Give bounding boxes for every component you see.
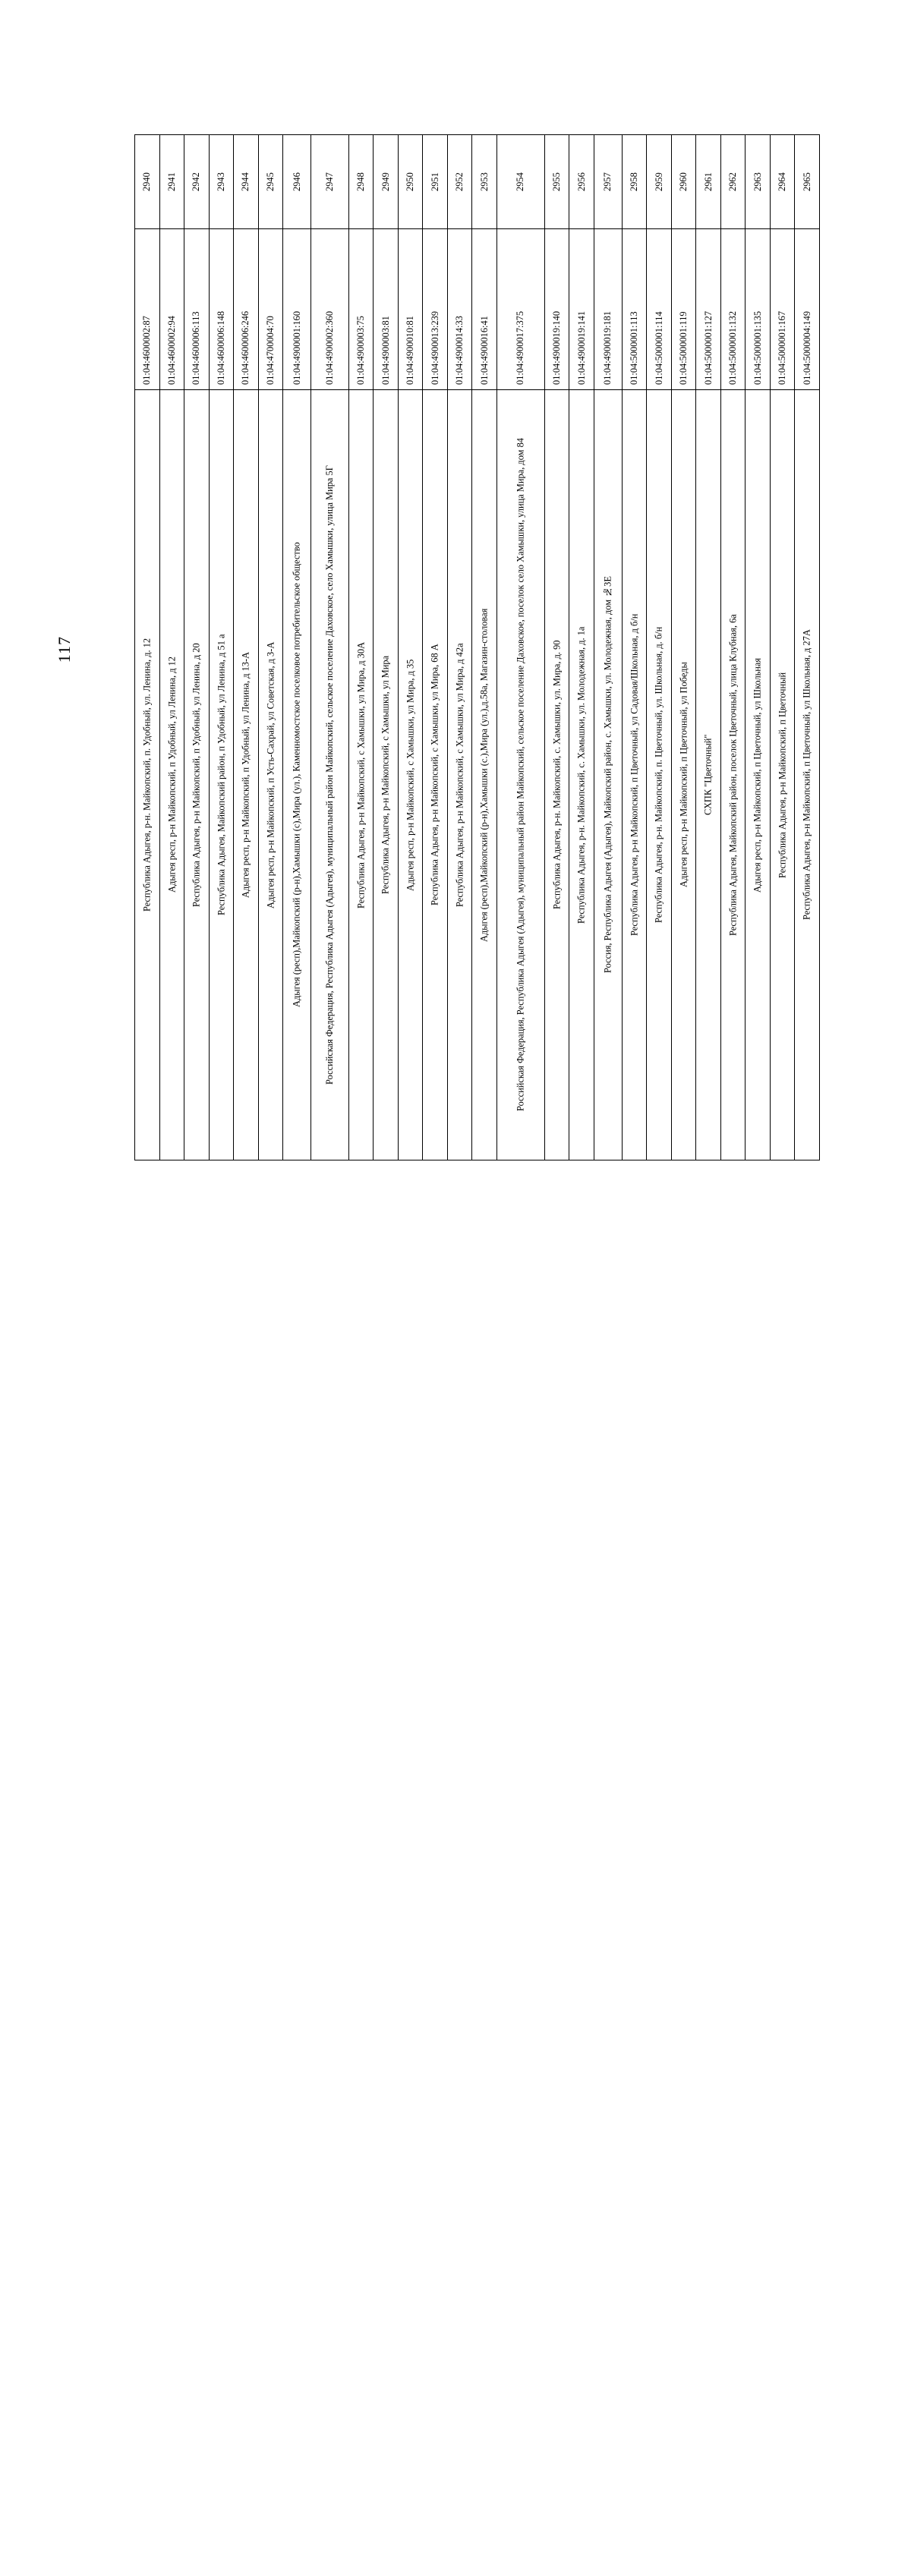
cadastral-number-cell <box>544 229 569 390</box>
cadastral-number-cell <box>159 229 184 390</box>
row-cadastral <box>135 229 820 390</box>
address: Республика Адыгея, р-н Майкопский, п Цветочный, ул Садовая/Школьная, д б/н <box>628 613 639 937</box>
row-number-cell <box>647 135 672 229</box>
cadastral-number: 01:04:5000001:167 <box>777 310 788 385</box>
cadastral-number: 01:04:4900017:375 <box>515 310 526 385</box>
address-cell <box>159 390 184 1160</box>
row-number: 2959 <box>653 172 664 191</box>
address-cell <box>795 390 820 1160</box>
cadastral-number-cell <box>234 229 259 390</box>
address-cell <box>310 390 348 1160</box>
row-number: 2947 <box>323 172 335 191</box>
row-number-cell <box>544 135 569 229</box>
address: Республика Адыгея, р-н. Майкопский, п. Удобный, ул. Ленина, д. 12 <box>141 638 153 912</box>
address: Адыгея респ, р-н Майкопский, п Усть-Сахрай, ул Советская, д 3-А <box>264 641 276 909</box>
cadastral-number-cell <box>398 229 423 390</box>
row-number-cell <box>696 135 721 229</box>
row-number-cell <box>135 135 160 229</box>
row-number-cell <box>671 135 696 229</box>
cadastral-number-cell <box>746 229 771 390</box>
cadastral-number: 01:04:4900019:181 <box>602 310 613 385</box>
address: Республика Адыгея, р-н. Майкопский, с. Хамышки, ул. Мира, д. 90 <box>551 640 563 910</box>
address-cell <box>647 390 672 1160</box>
row-number-cell <box>569 135 594 229</box>
row-number: 2961 <box>702 172 714 191</box>
address-cell <box>594 390 622 1160</box>
address-cell <box>496 390 544 1160</box>
address: Адыгея респ, р-н Майкопский, п Цветочный, ул Победы <box>678 662 689 888</box>
address: Республика Адыгея, р-н Майкопский, п Цветочный <box>777 672 788 878</box>
row-number: 2941 <box>165 172 177 191</box>
cadastral-number-cell <box>647 229 672 390</box>
cadastral-number: 01:04:4900014:33 <box>454 316 465 385</box>
cadastral-number: 01:04:5000001:113 <box>628 311 639 385</box>
cadastral-number: 01:04:5000001:114 <box>653 311 664 385</box>
row-number: 2946 <box>291 172 302 191</box>
row-number: 2955 <box>551 172 563 191</box>
row-number: 2942 <box>191 172 202 191</box>
address: Адыгея респ, р-н Майкопский, п Удобный, ул Ленина, д 12 <box>165 657 177 893</box>
row-number: 2949 <box>380 172 391 191</box>
cadastral-number-cell <box>310 229 348 390</box>
address: Республика Адыгея, р-н Майкопский, п Цветочный, ул Школьная, д 27А <box>801 629 812 921</box>
page-number: 117 <box>55 636 74 663</box>
cadastral-number: 01:04:4600002:94 <box>165 316 177 385</box>
row-number-cell <box>348 135 374 229</box>
row-number: 2954 <box>515 172 526 191</box>
address-cell <box>348 390 374 1160</box>
address-cell <box>720 390 746 1160</box>
row-number-cell <box>234 135 259 229</box>
cadastral-number: 01:04:4600006:113 <box>191 311 202 385</box>
address: СХПК "Цветочный" <box>702 734 714 816</box>
row-number-cell <box>423 135 448 229</box>
address: Адыгея (респ),Майкопский (р-н),Хамышки (с.),Мира (ул.),д.58а, Магазин-столовая <box>478 608 490 942</box>
row-number: 2958 <box>628 172 639 191</box>
address: Российская Федерация, Республика Адыгея (Адыгея), муниципальный район Майкопский, сельское поселение Даховское, поселок село Хамышки, улица Мира, дом 84 <box>515 438 526 1112</box>
row-number: 2943 <box>215 172 226 191</box>
address-cell <box>622 390 647 1160</box>
address: Республика Адыгея, Майкопский район, поселок Цветочный, улица Клубная, 6а <box>727 614 739 936</box>
address: Адыгея респ, р-н Майкопский, с Хамышки, ул Мира, д 35 <box>405 659 416 891</box>
address-cell <box>258 390 283 1160</box>
row-number: 2953 <box>478 172 490 191</box>
address: Республика Адыгея, р-н Майкопский, п Удобный, ул Ленина, д 20 <box>191 643 202 907</box>
row-number-cell <box>746 135 771 229</box>
address-cell <box>209 390 234 1160</box>
row-number: 2962 <box>727 172 739 191</box>
cadastral-number-cell <box>258 229 283 390</box>
row-number: 2956 <box>575 172 587 191</box>
cadastral-number: 01:04:5000004:149 <box>801 310 812 385</box>
address-cell <box>398 390 423 1160</box>
address-cell <box>283 390 311 1160</box>
row-number-cell <box>398 135 423 229</box>
address-cell <box>472 390 497 1160</box>
row-number: 2945 <box>264 172 276 191</box>
cadastral-number-cell <box>770 229 795 390</box>
row-number-cell <box>472 135 497 229</box>
address-cell <box>696 390 721 1160</box>
cadastral-number: 01:04:4700004:70 <box>264 316 276 385</box>
cadastral-number-cell <box>622 229 647 390</box>
row-number: 2951 <box>429 172 440 191</box>
address: Адыгея респ, р-н Майкопский, п Цветочный, ул Школьная <box>752 657 763 893</box>
cadastral-number-cell <box>569 229 594 390</box>
address: Адыгея (респ),Майкопский (р-н),Хамышки (с),Мира (ул.), Каменномостское поселковое потребительское общество <box>291 542 302 1008</box>
address: Российская Федерация, Республика Адыгея (Адыгея), муниципальный район Майкопский, сельское поселение Даховское, село Хамышки, улица Мира 5Г <box>323 465 335 1085</box>
cadastral-number: 01:04:5000001:132 <box>727 310 739 385</box>
cadastral-number-cell <box>374 229 399 390</box>
cadastral-number: 01:04:4900019:141 <box>575 310 587 385</box>
row-numbers <box>135 135 820 229</box>
row-number-cell <box>496 135 544 229</box>
row-number: 2960 <box>678 172 689 191</box>
cadastral-number-cell <box>348 229 374 390</box>
cadastral-number-cell <box>135 229 160 390</box>
row-number: 2964 <box>777 172 788 191</box>
row-number: 2940 <box>141 172 153 191</box>
cadastral-number: 01:04:4900002:360 <box>323 310 335 385</box>
address: Республика Адыгея, р-н Майкопский, с Хамышки, ул Мира, д 30А <box>355 641 367 909</box>
row-address <box>135 390 820 1160</box>
cadastral-number: 01:04:4900016:41 <box>478 316 490 385</box>
cadastral-number: 01:04:5000001:119 <box>678 311 689 385</box>
address-cell <box>770 390 795 1160</box>
cadastral-number-cell <box>209 229 234 390</box>
address-cell <box>374 390 399 1160</box>
address: Республика Адыгея, р-н Майкопский, с Хамышки, ул Мира <box>380 655 391 895</box>
cadastral-number-cell <box>671 229 696 390</box>
address-cell <box>746 390 771 1160</box>
address-cell <box>671 390 696 1160</box>
cadastral-number: 01:04:4900003:81 <box>380 316 391 385</box>
cadastral-number: 01:04:4900010:81 <box>405 316 416 385</box>
row-number-cell <box>594 135 622 229</box>
cadastral-number-cell <box>594 229 622 390</box>
address-cell <box>569 390 594 1160</box>
cadastral-number-cell <box>720 229 746 390</box>
address: Республика Адыгея, р-н. Майкопский, п. Цветочный, ул. Школьная, д. б/н <box>653 626 664 924</box>
row-number: 2952 <box>454 172 465 191</box>
cadastral-number-cell <box>795 229 820 390</box>
cadastral-number: 01:04:4900001:160 <box>291 310 302 385</box>
row-number-cell <box>447 135 472 229</box>
row-number: 2965 <box>801 172 812 191</box>
cadastral-number-cell <box>472 229 497 390</box>
address-cell <box>447 390 472 1160</box>
cadastral-number: 01:04:4600002:87 <box>141 316 153 385</box>
row-number-cell <box>310 135 348 229</box>
cadastral-number-cell <box>447 229 472 390</box>
row-number-cell <box>209 135 234 229</box>
cadastral-number-cell <box>184 229 210 390</box>
cadastral-number: 01:04:4900003:75 <box>355 316 367 385</box>
row-number-cell <box>159 135 184 229</box>
row-number-cell <box>374 135 399 229</box>
cadastral-number: 01:04:5000001:135 <box>752 310 763 385</box>
row-number-cell <box>184 135 210 229</box>
cadastral-number: 01:04:4900013:239 <box>429 310 440 385</box>
address: Республика Адыгея, р-н Майкопский, с Хамышки, ул Мира, 68 А <box>429 644 440 906</box>
cadastral-number-cell <box>696 229 721 390</box>
row-number: 2957 <box>602 172 613 191</box>
address: Республика Адыгея, р-н. Майкопский, с. Хамышки, ул. Молодежная, д. 1а <box>575 626 587 924</box>
cadastral-number-cell <box>496 229 544 390</box>
row-number: 2948 <box>355 172 367 191</box>
cadastral-number-cell <box>283 229 311 390</box>
address: Адыгея респ, р-н Майкопский, п Удобный, ул Ленина, д 13-А <box>240 651 251 899</box>
cadastral-number: 01:04:5000001:127 <box>702 310 714 385</box>
cadastral-number-cell <box>423 229 448 390</box>
row-number-cell <box>795 135 820 229</box>
cadastral-number: 01:04:4900019:140 <box>551 310 563 385</box>
registry-table <box>134 134 820 1160</box>
row-number-cell <box>720 135 746 229</box>
address: Республика Адыгея, Майкопский район, п Удобный, ул Ленина, д 51 а <box>215 634 226 916</box>
row-number: 2963 <box>752 172 763 191</box>
cadastral-number: 01:04:4600006:148 <box>215 310 226 385</box>
address-cell <box>234 390 259 1160</box>
address-cell <box>423 390 448 1160</box>
address-cell <box>184 390 210 1160</box>
cadastral-number: 01:04:4600006:246 <box>240 310 251 385</box>
address: Республика Адыгея, р-н Майкопский, с Хамышки, ул Мира, д 42а <box>454 643 465 907</box>
address-cell <box>544 390 569 1160</box>
address-cell <box>135 390 160 1160</box>
row-number-cell <box>258 135 283 229</box>
row-number-cell <box>622 135 647 229</box>
row-number: 2950 <box>405 172 416 191</box>
row-number-cell <box>283 135 311 229</box>
row-number: 2944 <box>240 172 251 191</box>
address: Россия, Республика Адыгея (Адыгея), Майкопский район, с. Хамышки, ул. Молодежная, дом №3Е <box>602 576 613 974</box>
row-number-cell <box>770 135 795 229</box>
